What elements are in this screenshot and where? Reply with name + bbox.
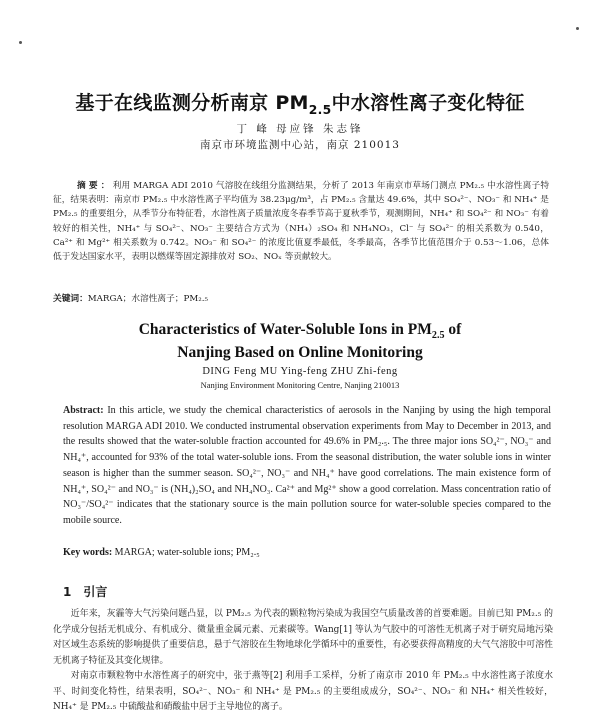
english-keywords <box>63 547 551 558</box>
scan-speck <box>19 41 22 44</box>
english-title-line2: Nanjing Based on Online Monitoring <box>177 344 423 361</box>
english-keywords-text: MARGA; water-soluble ions; PM₂.₅ <box>112 547 260 558</box>
english-authors: DING Feng MU Ying-feng ZHU Zhi-feng <box>202 366 398 377</box>
chinese-authors: 丁 峰 母应锋 朱志锋 <box>236 123 364 135</box>
chinese-title: 基于在线监测分析南京 $PM_{2.5}$中水溶性离子变化特征 <box>75 92 525 117</box>
english-keywords-label: Key words: <box>63 547 113 558</box>
section-heading <box>63 583 107 600</box>
chinese-abstract-text: 利用 MARGA ADI 2010 气溶胶在线组分监测结果，分析了 2013 年南京市草场门测点 PM₂.₅ 中水溶性离子特征，结果表明：南京市 PM₂.₅ 中水溶性离子平均值为 38.23μg/m³，占 PM₂.₅ 含量达 49.6%，其中 SO₄²⁻、NO₃⁻ 和 NH₄⁺ 是 PM₂.₅ 的重要组分，从季节分布特征看，水溶性离子质量浓度冬春季节高于夏秋季节，观测期间，NH₄⁺ 和 SO₄²⁻ 和 NO₃⁻ 有着较好的相关性，NH₄⁺ 与 SO₄²⁻、NO₃⁻ 主要结合方式为（NH₄）₂SO₄ 和 NH₄NO₃，Cl⁻ 与 SO₄²⁻ 的相关系数为 0.540，Ca²⁺ 和 Mg²⁺ 相关系数为 0.742。NO₃⁻ 和 SO₄²⁻ 的浓度比值夏季最低，冬季最高，各季节比值范围介于 0.53～1.06，总体低于发达国家水平，表明以燃煤等固定源排放对 SO₂、NOₓ 等贡献较大。 <box>53 181 550 263</box>
section-title: 引言 <box>83 585 108 599</box>
chinese-keywords-text: MARGA；水溶性离子；PM₂.₅ <box>87 294 208 304</box>
english-affiliation: Nanjing Environment Monitoring Centre, Nanjing 210013 <box>200 380 400 390</box>
chinese-abstract <box>53 179 549 264</box>
introduction-body <box>53 607 553 716</box>
scan-speck <box>576 27 579 30</box>
chinese-affiliation: 南京市环境监测中心站，南京 210013 <box>200 139 400 151</box>
english-abstract <box>63 403 551 529</box>
chinese-keywords-label: 关键词： <box>53 294 88 304</box>
english-title-line1: Characteristics of Water-Soluble Ions in $PM_{2.5}$ of <box>138 321 462 342</box>
english-abstract-label: Abstract: <box>63 405 104 416</box>
intro-paragraph: 对南京市颗粒物中水溶性离子的研究中，张于燕等[2] 利用手工采样，分析了南京市 2010 年 PM₂.₅ 中水溶性离子浓度水平、时间变化特性，结果表明，SO₄²⁻、NO₃⁻ 和 NH₄⁺ 是 PM₂.₅ 的主要组成成分，SO₄²⁻、NO₃⁻ 和 NH₄⁺ 相关性较好，NH₄⁺ 是 PM₂.₅ 中硫酸盐和硝酸盐中居于主导地位的离子。 <box>53 671 553 712</box>
intro-paragraph: 近年来，灰霾等大气污染问题凸显，以 PM₂.₅ 为代表的颗粒物污染成为我国空气质量改善的首要难题。目前已知 PM₂.₅ 的化学成分包括无机成分、有机成分、微量重金属元素、元素碳等。Wang[1] 等认为气胶中的可溶性无机离子对于研究局地污染对区域生态系统的影响提供了重要信息，悬于气溶胶在生物地球化学循环中的重要性，有必要获得高精度的大气气溶胶中可溶性无机离子特征及其变化规律。 <box>53 609 553 666</box>
section-number: 1 <box>63 585 72 599</box>
chinese-keywords <box>53 292 549 304</box>
english-abstract-text: In this article, we study the chemical characteristics of aerosols in the Nanjing by using the high temporal resolution MARGA ADI 2010. We conducted instrumental observation experiments from May to December in 2013, and the results showed that the water-soluble fraction accounted for 49.6% in PM₂.₅. The three major ions SO₄²⁻, NO₃⁻ and NH₄⁺, accounted for 93% of the total water-soluble ions. From the seasonal distribution, the water soluble ions in winter season is higher than the summer season. SO₄²⁻, NO₃⁻ and NH₄⁺ have good correlations. The main existence form of NH₄⁺, SO₄²⁻ and NO₃⁻ is (NH₄)₂SO₄ and NH₄NO₃. Ca²⁺ and Mg²⁺ show a good correlation. Mass concentration ratio of NO₃⁻/SO₄²⁻ indicates that the stationary source is the main pollution source for water-soluble species compared to the mobile source. <box>63 405 551 526</box>
chinese-abstract-label: 摘要： <box>77 181 113 191</box>
